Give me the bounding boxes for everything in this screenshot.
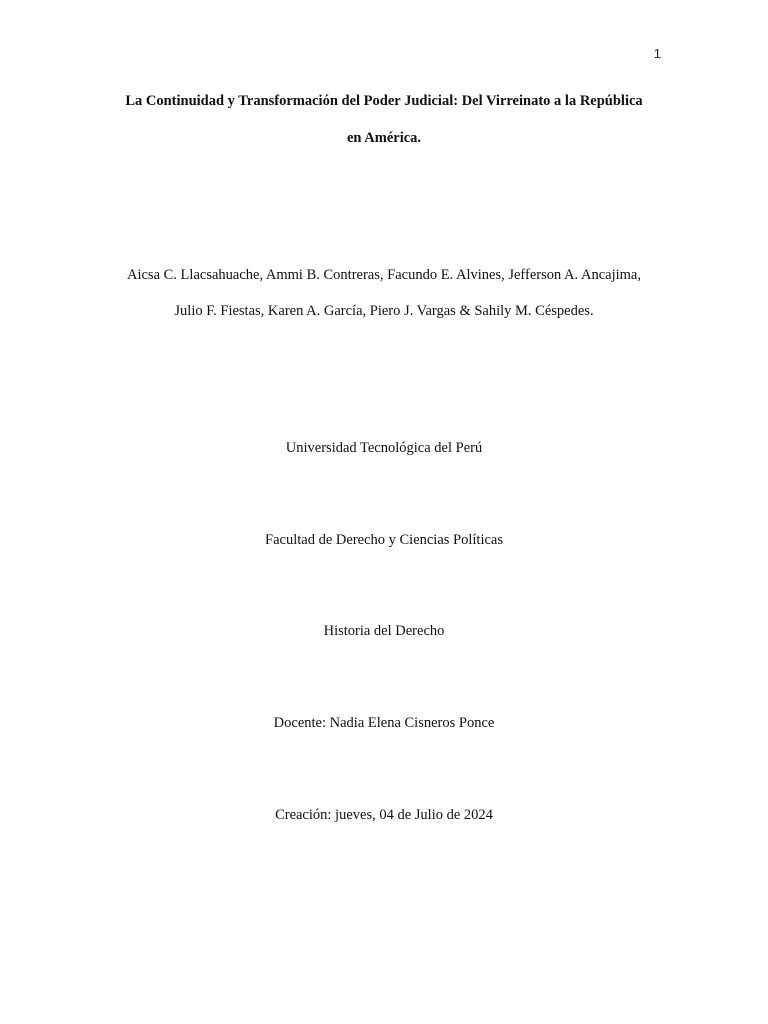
title-line-2: en América. — [346, 130, 422, 146]
course-name: Historia del Derecho — [323, 623, 445, 639]
page-number: 1 — [653, 46, 661, 61]
authors-line-2: Julio F. Fiestas, Karen A. García, Piero J. Vargas & Sahily M. Céspedes. — [174, 303, 594, 319]
faculty-name: Facultad de Derecho y Ciencias Políticas — [265, 532, 503, 548]
university-name: Universidad Tecnológica del Perú — [285, 440, 483, 456]
creation-date: Creación: jueves, 04 de Julio de 2024 — [275, 807, 493, 823]
title-line-1: La Continuidad y Transformación del Poder Judicial: Del Virreinato a la República — [125, 93, 643, 109]
authors-line-1: Aicsa C. Llacsahuache, Ammi B. Contreras, Facundo E. Alvines, Jefferson A. Ancajima, — [127, 267, 641, 283]
instructor-name: Docente: Nadia Elena Cisneros Ponce — [273, 715, 495, 731]
